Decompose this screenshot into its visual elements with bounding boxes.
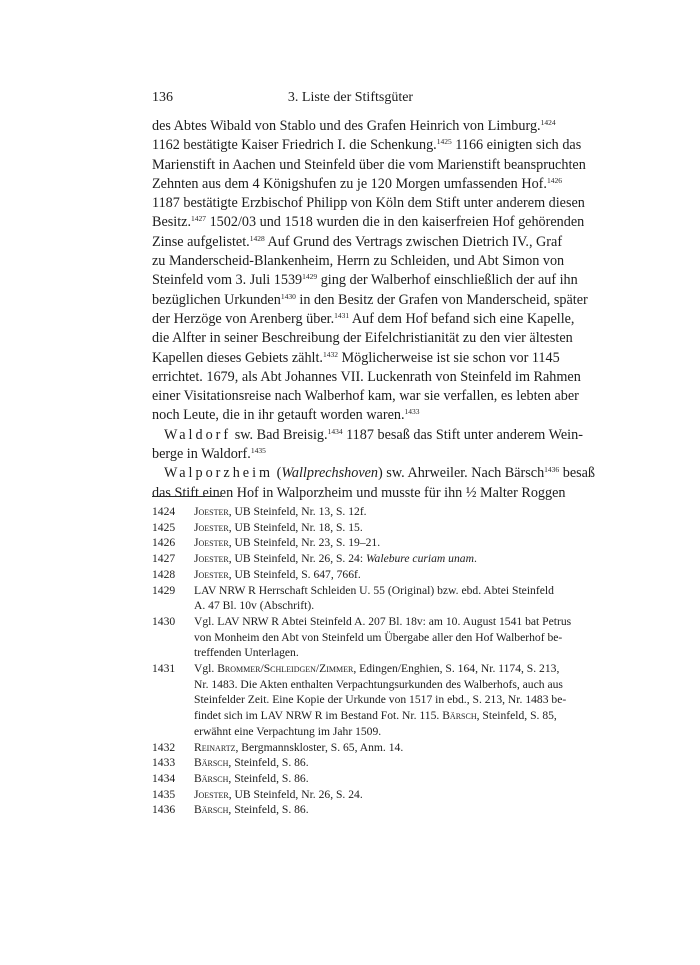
footnote-ref: 1434 bbox=[327, 426, 343, 436]
text-run: Besitz. bbox=[152, 214, 192, 231]
footnote-ref: 1424 bbox=[540, 118, 556, 127]
footnote-number: 1434 bbox=[152, 771, 176, 785]
text-run: ) sw. Ahrweiler. Nach Bärsch bbox=[378, 465, 545, 482]
footnote-number: 1428 bbox=[152, 567, 176, 581]
footnote bbox=[152, 787, 549, 803]
author-name: Reinartz bbox=[194, 740, 236, 754]
text-run: Zehnten aus dem 4 Königshufen zu je 120 Morgen umfassenden Hof. bbox=[152, 175, 547, 192]
page-header bbox=[152, 90, 549, 110]
footnote-line: A. 47 Bl. 10v (Abschrift). bbox=[194, 599, 315, 613]
text-line bbox=[152, 349, 560, 368]
place-name: Walporzheim bbox=[164, 465, 274, 482]
text-run: 1187 besaß das Stift unter anderem Wein- bbox=[342, 426, 583, 443]
author-name: Joester bbox=[194, 567, 229, 581]
text-run: Steinfeld vom 3. Juli 1539 bbox=[152, 272, 303, 289]
citation-text: , UB Steinfeld, Nr. 26, S. 24. bbox=[228, 787, 363, 801]
text-line: zu Manderscheid-Blankenheim, Herrn zu Schleiden, und Abt Simon von bbox=[152, 253, 565, 270]
footnote-ref: 1431 bbox=[334, 310, 350, 320]
footnote-ref: 1436 bbox=[544, 465, 560, 475]
text-line: Marienstift in Aachen und Steinfeld über die vom Marienstift beanspruchten bbox=[152, 156, 586, 173]
text-run: ging der Walberhof einschließlich der auf ihn bbox=[317, 272, 578, 289]
text-run: der Herzöge von Arenberg über. bbox=[152, 310, 335, 327]
text-run: Zinse aufgelistet. bbox=[152, 233, 250, 250]
author-name: Joester bbox=[194, 505, 229, 518]
author-name: Bärsch bbox=[194, 756, 229, 770]
footnote-ref: 1435 bbox=[250, 446, 266, 456]
footnote-line bbox=[194, 535, 549, 551]
footnote-separator bbox=[152, 496, 221, 497]
footnote-line bbox=[194, 661, 560, 677]
author-name: Joester bbox=[194, 787, 229, 801]
footnote bbox=[152, 740, 549, 756]
text-run: besaß bbox=[559, 465, 596, 482]
text-run: 1162 bestätigte Kaiser Friedrich I. die Schenkung. bbox=[152, 137, 437, 154]
text-run: in den Besitz der Grafen von Manderscheid, später bbox=[295, 291, 588, 308]
citation-text: , UB Steinfeld, S. 647, 766f. bbox=[228, 567, 361, 581]
author-name: Bärsch bbox=[442, 709, 477, 723]
citation-text: findet sich im LAV NRW R im Bestand Fot. Nr. 115. bbox=[194, 709, 443, 723]
text-run: ( bbox=[273, 465, 282, 482]
text-run: Auf Grund des Vertrags zwischen Dietrich IV., Graf bbox=[264, 233, 563, 250]
footnote-line bbox=[194, 520, 549, 536]
footnote-number: 1427 bbox=[152, 552, 176, 566]
text-run: berge in Waldorf. bbox=[152, 446, 251, 463]
author-name: Joester bbox=[194, 520, 229, 534]
footnote-line: von Monheim den Abt von Steinfeld um Übergabe aller den Hof Walberhof be- bbox=[194, 630, 563, 644]
text-run: Kapellen dieses Gebiets zählt. bbox=[152, 349, 323, 366]
footnote-number: 1430 bbox=[152, 614, 176, 628]
text-line bbox=[152, 445, 549, 464]
footnote bbox=[152, 551, 549, 567]
quotation: Walebure curiam unam bbox=[365, 552, 474, 566]
text-run: Auf dem Hof befand sich eine Kapelle, bbox=[349, 310, 575, 327]
footnote-line bbox=[194, 708, 557, 724]
footnote-line bbox=[194, 551, 549, 567]
text-run: noch Leute, die in ihr getauft worden waren. bbox=[152, 407, 405, 424]
footnote-line bbox=[194, 504, 549, 520]
citation-text: , Steinfeld, S. 86. bbox=[228, 803, 309, 817]
footnote-line bbox=[194, 567, 549, 583]
footnote-line: erwähnt eine Verpachtung im Jahr 1509. bbox=[194, 724, 382, 738]
main-text bbox=[152, 117, 596, 503]
footnote bbox=[152, 661, 567, 740]
footnote-ref: 1427 bbox=[191, 214, 207, 224]
footnote bbox=[152, 567, 549, 583]
footnote bbox=[152, 583, 554, 614]
text-line bbox=[152, 136, 582, 155]
footnote-number: 1425 bbox=[152, 520, 176, 534]
text-line bbox=[152, 175, 562, 194]
citation-text: , Steinfeld, S. 86. bbox=[228, 771, 309, 785]
footnote bbox=[152, 614, 572, 661]
citation-text: , Edingen/Enghien, S. 164, Nr. 1174, S. 213, bbox=[353, 662, 560, 676]
text-run: 1166 einigten sich das bbox=[451, 137, 582, 154]
footnote bbox=[152, 535, 549, 551]
footnote-number: 1429 bbox=[152, 583, 176, 597]
citation-text: Vgl. bbox=[194, 662, 218, 676]
author-name: Brommer/Schleidgen/Zimmer bbox=[217, 662, 354, 676]
text-line bbox=[152, 291, 588, 310]
citation-text: , UB Steinfeld, Nr. 18, S. 15. bbox=[228, 520, 363, 534]
text-line bbox=[152, 233, 563, 252]
citation-text: , Bergmannskloster, S. 65, Anm. 14. bbox=[235, 740, 404, 754]
text-line: 1187 bestätigte Erzbischof Philipp von Köln dem Stift unter anderem diesen bbox=[152, 195, 585, 212]
footnote-ref: 1430 bbox=[280, 291, 296, 301]
footnote-number: 1433 bbox=[152, 756, 176, 770]
text-run: 1502/03 und 1518 wurden die in den kaiserfreien Hof gehörenden bbox=[206, 214, 585, 231]
text-run: bezüglichen Urkunden bbox=[152, 291, 281, 308]
author-name: Bärsch bbox=[194, 803, 229, 817]
footnote-line: Nr. 1483. Die Akten enthalten Verpachtungsurkunden des Walberhofs, auch aus bbox=[194, 677, 563, 691]
text-run: sw. Bad Breisig. bbox=[231, 426, 328, 443]
footnote bbox=[152, 520, 549, 536]
citation-text: , Steinfeld, S. 85, bbox=[476, 709, 557, 723]
footnote-line bbox=[194, 787, 549, 803]
text-run: des Abtes Wibald von Stablo und des Grafen Heinrich von Limburg. bbox=[152, 118, 541, 134]
text-line bbox=[152, 117, 556, 136]
footnote-line: LAV NRW R Herrschaft Schleiden U. 55 (Original) bzw. ebd. Abtei Steinfeld bbox=[194, 583, 554, 597]
footnote-number: 1435 bbox=[152, 787, 176, 801]
citation-text: , UB Steinfeld, Nr. 13, S. 12f. bbox=[228, 505, 367, 518]
citation-text: . bbox=[473, 552, 477, 566]
author-name: Joester bbox=[194, 536, 229, 550]
footnote bbox=[152, 504, 549, 520]
footnote-line bbox=[194, 755, 549, 771]
text-line bbox=[152, 406, 549, 425]
footnote-number: 1424 bbox=[152, 505, 176, 518]
footnote-number: 1431 bbox=[152, 662, 176, 676]
citation-text: , Steinfeld, S. 86. bbox=[228, 756, 309, 770]
footnote-number: 1436 bbox=[152, 803, 176, 817]
footnote-line: treffenden Unterlagen. bbox=[194, 646, 299, 660]
citation-text: , UB Steinfeld, Nr. 23, S. 19–21. bbox=[228, 536, 381, 550]
text-run: Möglicherweise ist sie schon vor 1145 bbox=[337, 349, 560, 366]
footnote-line bbox=[194, 740, 549, 756]
footnotes bbox=[152, 504, 572, 818]
text-line: errichtet. 1679, als Abt Johannes VII. Luckenrath von Steinfeld im Rahmen bbox=[152, 368, 581, 385]
text-line bbox=[152, 213, 585, 232]
footnote-line: Steinfelder Zeit. Eine Kopie der Urkunde von 1517 in ebd., S. 213, Nr. 1483 be- bbox=[194, 693, 567, 707]
footnote-ref: 1425 bbox=[436, 137, 452, 147]
text-line: einer Visitationsreise nach Walberhof kam, war sie verfallen, es lebten aber bbox=[152, 388, 579, 405]
footnote-ref: 1433 bbox=[404, 407, 420, 417]
footnote-line bbox=[194, 802, 549, 818]
text-line bbox=[152, 426, 583, 445]
footnote bbox=[152, 802, 549, 818]
author-name: Bärsch bbox=[194, 771, 229, 785]
historic-name: Wallprechshoven bbox=[281, 465, 379, 482]
citation-text: , UB Steinfeld, Nr. 26, S. 24: bbox=[228, 552, 366, 566]
place-name: Waldorf bbox=[164, 426, 232, 443]
text-line bbox=[152, 464, 596, 483]
footnote-number: 1426 bbox=[152, 536, 176, 550]
footnote-ref: 1429 bbox=[302, 272, 318, 282]
footnote-ref: 1426 bbox=[546, 175, 562, 185]
text-line: die Alfter in seiner Beschreibung der Eifelchristianität zu den vier ältesten bbox=[152, 330, 573, 347]
text-line bbox=[152, 271, 578, 290]
text-line bbox=[152, 310, 575, 329]
footnote-ref: 1432 bbox=[322, 349, 338, 359]
page-number: 136 bbox=[152, 90, 173, 105]
author-name: Joester bbox=[194, 552, 229, 566]
running-title: 3. Liste der Stiftsgüter bbox=[287, 90, 414, 105]
footnote-line: Vgl. LAV NRW R Abtei Steinfeld A. 207 Bl. 18v: am 10. August 1541 bat Petrus bbox=[194, 614, 572, 628]
footnote-ref: 1428 bbox=[249, 233, 265, 243]
footnote bbox=[152, 771, 549, 787]
footnote-line bbox=[194, 771, 549, 787]
footnote bbox=[152, 755, 549, 771]
footnote-number: 1432 bbox=[152, 740, 176, 754]
text-line: das Stift einen Hof in Walporzheim und musste für ihn ½ Malter Roggen bbox=[152, 484, 566, 501]
